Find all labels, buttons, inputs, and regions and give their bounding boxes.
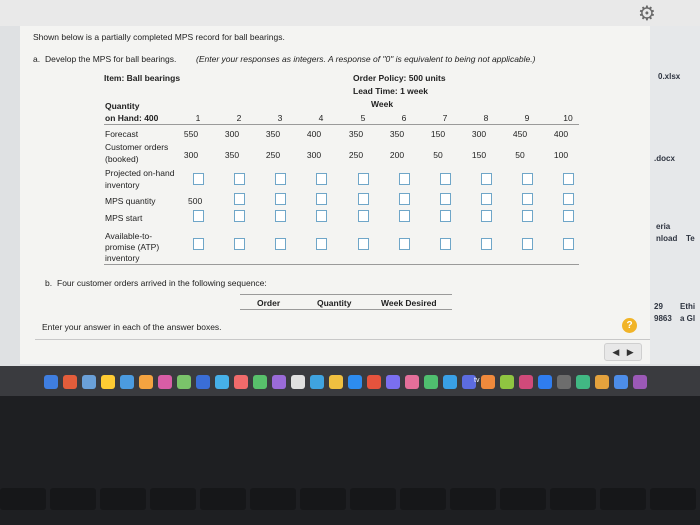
dock-app-icon[interactable] — [614, 375, 628, 389]
order-table-header-line — [240, 309, 452, 310]
week-header-8: 8 — [483, 113, 489, 123]
atp-input-week-7[interactable] — [440, 238, 451, 250]
side-ethi: Ethi — [680, 302, 696, 311]
forecast-week-1: 550 — [183, 129, 199, 139]
dock-app-icon[interactable] — [101, 375, 115, 389]
mps-start-input-week-8[interactable] — [481, 210, 492, 222]
mps-quantity-input-week-5[interactable] — [358, 193, 369, 205]
forecast-week-5: 350 — [348, 129, 364, 139]
dock-app-icon[interactable] — [196, 375, 210, 389]
dock-app-icon[interactable] — [63, 375, 77, 389]
mps-start-input-week-7[interactable] — [440, 210, 451, 222]
customer-orders-week-10: 100 — [553, 150, 569, 160]
part-b-text: Four customer orders arrived in the following sequence: — [57, 278, 267, 288]
dock-app-icon[interactable] — [633, 375, 647, 389]
function-key[interactable] — [50, 488, 96, 510]
dock-app-icon[interactable] — [215, 375, 229, 389]
atp-label: Available-to- — [105, 231, 153, 241]
prev-next-buttons[interactable]: ◀ ▶ — [604, 343, 642, 361]
customer-orders-week-4: 300 — [306, 150, 322, 160]
order-col-header: Order — [257, 298, 281, 308]
mps-quantity-input-week-8[interactable] — [481, 193, 492, 205]
order-policy: Order Policy: 500 units — [353, 73, 446, 83]
dock-app-icon[interactable] — [82, 375, 96, 389]
week-header-3: 3 — [277, 113, 283, 123]
mps-quantity-input-week-4[interactable] — [316, 193, 327, 205]
forecast-week-8: 300 — [471, 129, 487, 139]
header-divider — [104, 124, 579, 125]
atp-input-week-5[interactable] — [358, 238, 369, 250]
part-a-note: (Enter your responses as integers. A response of "0" is equivalent to being not applicable.) — [196, 54, 536, 64]
dock-app-icon[interactable] — [576, 375, 590, 389]
mps-quantity-input-week-9[interactable] — [522, 193, 533, 205]
dock-app-icon[interactable] — [367, 375, 381, 389]
projected-input-week-4[interactable] — [316, 173, 327, 185]
atp-input-week-1[interactable] — [193, 238, 204, 250]
mps-start-input-week-2[interactable] — [234, 210, 245, 222]
projected-input-week-10[interactable] — [563, 173, 574, 185]
dock-app-icon[interactable] — [158, 375, 172, 389]
function-key[interactable] — [200, 488, 246, 510]
dock-app-icon[interactable] — [310, 375, 324, 389]
mps-quantity-input-week-10[interactable] — [563, 193, 574, 205]
table-bottom-divider — [104, 264, 579, 265]
function-key[interactable] — [250, 488, 296, 510]
dock-app-icon[interactable] — [424, 375, 438, 389]
dock-app-icon[interactable] — [272, 375, 286, 389]
mps-start-input-week-10[interactable] — [563, 210, 574, 222]
mps-quantity-label: MPS quantity — [105, 196, 156, 206]
mps-start-input-week-1[interactable] — [193, 210, 204, 222]
part-b-label: b. — [45, 278, 53, 288]
forecast-label: Forecast — [105, 129, 139, 139]
mps-start-input-week-6[interactable] — [399, 210, 410, 222]
help-icon[interactable]: ? — [622, 318, 637, 333]
mps-start-input-week-9[interactable] — [522, 210, 533, 222]
mps-start-input-week-4[interactable] — [316, 210, 327, 222]
projected-label-2: inventory — [105, 180, 140, 190]
item-label: Item: Ball bearings — [104, 73, 181, 83]
dock-app-icon[interactable] — [291, 375, 305, 389]
quantity-col-header: Quantity — [317, 298, 352, 308]
mps-quantity-week1: 500 — [188, 196, 203, 206]
quantity-label: Quantity — [105, 101, 140, 111]
function-key[interactable] — [500, 488, 546, 510]
forecast-week-3: 350 — [265, 129, 281, 139]
week-header-5: 5 — [360, 113, 366, 123]
dock-app-icon[interactable] — [443, 375, 457, 389]
forecast-week-2: 300 — [224, 129, 240, 139]
atp-input-week-3[interactable] — [275, 238, 286, 250]
side-29: 29 — [654, 302, 663, 311]
dock-app-icon[interactable] — [44, 375, 58, 389]
side-te: Te — [686, 234, 695, 243]
side-docx[interactable]: .docx — [654, 154, 675, 163]
customer-orders-week-9: 50 — [515, 150, 525, 160]
projected-input-week-8[interactable] — [481, 173, 492, 185]
dock-app-icon[interactable] — [386, 375, 400, 389]
week-desired-col-header: Week Desired — [381, 298, 437, 308]
customer-orders-week-2: 350 — [224, 150, 240, 160]
customer-orders-week-6: 200 — [389, 150, 405, 160]
side-agl: a Gl — [680, 314, 696, 323]
question-panel — [20, 26, 650, 364]
customer-orders-week-5: 250 — [348, 150, 364, 160]
on-hand-label: on Hand: 400 — [105, 113, 159, 123]
dock-app-icon[interactable] — [177, 375, 191, 389]
dock-app-icon[interactable] — [595, 375, 609, 389]
part-a-label: a. — [33, 54, 41, 64]
projected-input-week-5[interactable] — [358, 173, 369, 185]
atp-input-week-6[interactable] — [399, 238, 410, 250]
function-key[interactable] — [150, 488, 196, 510]
week-header-7: 7 — [442, 113, 448, 123]
function-key[interactable] — [400, 488, 446, 510]
atp-label-2: promise (ATP) — [105, 242, 160, 252]
dock-app-icon[interactable] — [120, 375, 134, 389]
mps-quantity-input-week-6[interactable] — [399, 193, 410, 205]
mps-quantity-input-week-3[interactable] — [275, 193, 286, 205]
function-key[interactable] — [350, 488, 396, 510]
gear-icon[interactable]: ⚙ — [638, 1, 656, 25]
week-header-6: 6 — [401, 113, 407, 123]
projected-input-week-9[interactable] — [522, 173, 533, 185]
dock-app-icon[interactable] — [139, 375, 153, 389]
week-header-9: 9 — [524, 113, 530, 123]
forecast-week-10: 400 — [553, 129, 569, 139]
part-a-instruction: Develop the MPS for ball bearings. — [45, 54, 177, 64]
dock-app-icon[interactable] — [500, 375, 514, 389]
function-key[interactable] — [600, 488, 646, 510]
function-key[interactable] — [100, 488, 146, 510]
function-key[interactable] — [550, 488, 596, 510]
mps-start-input-week-3[interactable] — [275, 210, 286, 222]
side-eria: eria — [656, 222, 671, 231]
order-table-top — [240, 294, 452, 295]
week-header-4: 4 — [318, 113, 324, 123]
function-key[interactable] — [0, 488, 46, 510]
atp-input-week-9[interactable] — [522, 238, 533, 250]
function-key[interactable] — [650, 488, 696, 510]
side-9863: 9863 — [654, 314, 672, 323]
week-header-1: 1 — [195, 113, 201, 123]
atp-input-week-4[interactable] — [316, 238, 327, 250]
mps-start-input-week-5[interactable] — [358, 210, 369, 222]
dock-app-icon[interactable] — [405, 375, 419, 389]
customer-orders-week-1: 300 — [183, 150, 199, 160]
top-bar — [0, 0, 700, 26]
side-panel — [650, 26, 700, 364]
projected-input-week-3[interactable] — [275, 173, 286, 185]
customer-orders-label-2: (booked) — [105, 154, 139, 164]
customer-orders-week-7: 50 — [433, 150, 443, 160]
week-header-10: 10 — [563, 113, 573, 123]
projected-label: Projected on-hand — [105, 168, 175, 178]
function-key[interactable] — [450, 488, 496, 510]
dock-app-icon[interactable] — [557, 375, 571, 389]
intro-text: Shown below is a partially completed MPS record for ball bearings. — [33, 32, 285, 42]
atp-input-week-2[interactable] — [234, 238, 245, 250]
customer-orders-week-3: 250 — [265, 150, 281, 160]
lead-time: Lead Time: 1 week — [353, 86, 428, 96]
forecast-week-6: 350 — [389, 129, 405, 139]
tv-app-label: tv — [474, 377, 480, 384]
dock-app-icon[interactable] — [234, 375, 248, 389]
atp-input-week-8[interactable] — [481, 238, 492, 250]
projected-input-week-6[interactable] — [399, 173, 410, 185]
mps-start-label: MPS start — [105, 213, 143, 223]
side-nload[interactable]: nload — [656, 234, 678, 243]
dock-app-icon[interactable] — [519, 375, 533, 389]
dock-app-icon[interactable] — [348, 375, 362, 389]
function-key[interactable] — [300, 488, 346, 510]
dock-app-icon[interactable] — [329, 375, 343, 389]
week-header: Week — [371, 99, 394, 109]
projected-input-week-7[interactable] — [440, 173, 451, 185]
week-header-2: 2 — [236, 113, 242, 123]
projected-input-week-2[interactable] — [234, 173, 245, 185]
projected-input-week-1[interactable] — [193, 173, 204, 185]
customer-orders-label: Customer orders — [105, 142, 169, 152]
customer-orders-week-8: 150 — [471, 150, 487, 160]
footer-divider — [35, 339, 650, 340]
dock-app-icon[interactable] — [481, 375, 495, 389]
forecast-week-7: 150 — [430, 129, 446, 139]
dock-app-icon[interactable] — [253, 375, 267, 389]
side-xlsx[interactable]: 0.xlsx — [658, 72, 681, 81]
forecast-week-4: 400 — [306, 129, 322, 139]
mps-quantity-input-week-2[interactable] — [234, 193, 245, 205]
dock-app-icon[interactable] — [538, 375, 552, 389]
forecast-week-9: 450 — [512, 129, 528, 139]
screen — [0, 26, 700, 366]
footer-instruction: Enter your answer in each of the answer boxes. — [42, 322, 222, 332]
atp-input-week-10[interactable] — [563, 238, 574, 250]
mps-quantity-input-week-7[interactable] — [440, 193, 451, 205]
atp-label-3: inventory — [105, 253, 140, 263]
